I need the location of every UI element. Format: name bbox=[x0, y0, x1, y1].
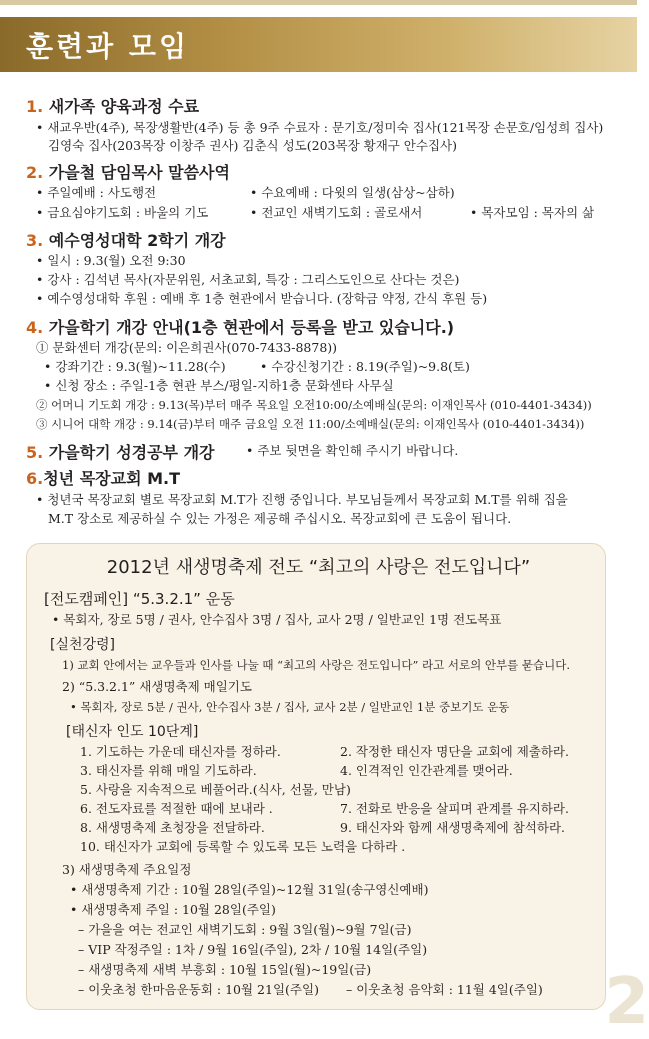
text-line: • 수요예배 : 다윗의 일생(삼상~삼하) bbox=[250, 185, 455, 200]
text-line: 2) “5.3.2.1” 새생명축제 매일기도 bbox=[62, 679, 252, 694]
section-3-heading bbox=[26, 228, 226, 251]
section-title: 가을학기 성경공부 개강 bbox=[48, 443, 215, 462]
text-line: • 강사 : 김석년 목사(자문위원, 서초교회, 특강 : 그리스도인으로 산다는 것은) bbox=[36, 272, 460, 287]
text-line: – 가을을 여는 전교인 새벽기도회 : 9월 3일(월)~9월 7일(금) bbox=[78, 922, 412, 937]
step-item: 7. 전화로 반응을 살피며 관계를 유지하라. bbox=[340, 801, 569, 816]
text-line: • 신청 장소 : 주일-1층 현관 부스/평일-지하1층 문화센타 사무실 bbox=[44, 378, 394, 393]
section-4-heading bbox=[26, 315, 454, 338]
text-line: • 주일예배 : 사도행전 bbox=[36, 185, 157, 200]
section-banner bbox=[0, 17, 637, 72]
text-line: • 주보 뒷면을 확인해 주시기 바랍니다. bbox=[246, 443, 459, 458]
section-title: 가을철 담임목사 말씀사역 bbox=[48, 163, 230, 182]
page-title: 훈련과 모임 bbox=[26, 30, 189, 63]
section-title: 예수영성대학 2학기 개강 bbox=[48, 231, 226, 250]
section-title: 청년 목장교회 M.T bbox=[43, 469, 181, 488]
text-line: • 목회자, 장로 5분 / 권사, 안수집사 3분 / 집사, 교사 2분 / 일반교인 1분 중보기도 운동 bbox=[70, 700, 510, 714]
step-item: 5. 사랑을 지속적으로 베풀어라.(식사, 선물, 만남) bbox=[80, 782, 351, 797]
text-line: – VIP 작정주일 : 1차 / 9월 16일(주일), 2차 / 10월 14일(주일) bbox=[78, 942, 428, 957]
text-line: • 강좌기간 : 9.3(월)~11.28(수) bbox=[44, 359, 226, 374]
text-line: – 이웃초청 음악회 : 11월 4일(주일) bbox=[346, 982, 543, 997]
text-line: ① 문화센터 개강(문의: 이은희권사(070-7433-8878)) bbox=[36, 340, 338, 355]
section-number: 6. bbox=[26, 469, 44, 488]
step-item: 8. 새생명축제 초청장을 전달하라. bbox=[80, 820, 265, 835]
section-1-heading bbox=[26, 94, 199, 117]
step-item: 6. 전도자료를 적절한 때에 보내라 . bbox=[80, 801, 273, 816]
text-line: M.T 장소로 제공하실 수 있는 가정은 제공해 주십시오. 목장교회에 큰 도움이 됩니다. bbox=[48, 511, 512, 526]
text-line: • 예수영성대학 후원 : 예배 후 1층 현관에서 받습니다. (장학금 약정, 간식 후원 등) bbox=[36, 291, 488, 306]
text-line: – 이웃초청 한마음운동회 : 10월 21일(주일) bbox=[78, 982, 319, 997]
section-number: 5. bbox=[26, 443, 44, 462]
text-line: – 새생명축제 새벽 부흥회 : 10월 15일(월)~19일(금) bbox=[78, 962, 372, 977]
section-5-heading bbox=[26, 440, 215, 463]
step-item: 1. 기도하는 가운데 태신자를 정하라. bbox=[80, 744, 281, 759]
section-2-heading bbox=[26, 160, 230, 183]
text-line: • 새생명축제 주일 : 10월 28일(주일) bbox=[70, 902, 276, 917]
section-number: 3. bbox=[26, 231, 44, 250]
section-title: 가을학기 개강 안내(1층 현관에서 등록을 받고 있습니다.) bbox=[48, 318, 455, 337]
text-line: • 새교우반(4주), 목장생활반(4주) 등 총 9주 수료자 : 문기호/정미숙 집사(121목장 손문호/임성희 집사) bbox=[36, 120, 604, 135]
text-line: 김영숙 집사(203목장 이창주 권사) 김춘식 성도(203목장 황재구 안수집사) bbox=[48, 138, 457, 153]
text-line: ③ 시니어 대학 개강 : 9.14(금)부터 매주 금요일 오전 11:00/소예배실(문의: 이재인목사 (010-4401-3434)) bbox=[36, 417, 585, 431]
schedule-heading: 3) 새생명축제 주요일정 bbox=[62, 862, 192, 877]
section-number: 1. bbox=[26, 97, 44, 116]
text-line: ② 어머니 기도회 개강 : 9.13(목)부터 매주 목요일 오전10:00/소예배실(문의: 이재인목사 (010-4401-3434)) bbox=[36, 398, 592, 412]
text-line: • 목자모임 : 목자의 삶 bbox=[470, 205, 595, 220]
section-title: 새가족 양육과정 수료 bbox=[48, 97, 200, 116]
guide-heading: [실천강령] bbox=[50, 637, 116, 653]
festival-title: 2012년 새생명축제 전도 “최고의 사랑은 전도입니다” bbox=[106, 557, 531, 578]
campaign-heading: [전도캠페인] “5.3.2.1” 운동 bbox=[44, 590, 235, 608]
step-item: 2. 작정한 태신자 명단을 교회에 제출하라. bbox=[340, 744, 569, 759]
section-6-heading bbox=[26, 466, 180, 489]
step-item: 10. 태신자가 교회에 등록할 수 있도록 모든 노력을 다하라 . bbox=[80, 839, 406, 854]
step-item: 3. 태신자를 위해 매일 기도하라. bbox=[80, 763, 257, 778]
text-line: • 청년국 목장교회 별로 목장교회 M.T가 진행 중입니다. 부모님들께서 목장교회 M.T를 위해 집을 bbox=[36, 492, 568, 507]
text-line: • 일시 : 9.3(월) 오전 9:30 bbox=[36, 253, 186, 268]
steps-heading: [태신자 인도 10단계] bbox=[66, 724, 199, 740]
text-line: • 전교인 새벽기도회 : 골로새서 bbox=[250, 205, 423, 220]
section-number: 4. bbox=[26, 318, 44, 337]
page-number: 2 bbox=[604, 965, 649, 1039]
step-item: 4. 인격적인 인간관계를 맺어라. bbox=[340, 763, 513, 778]
section-number: 2. bbox=[26, 163, 44, 182]
top-rule bbox=[0, 0, 637, 5]
text-line: • 목회자, 장로 5명 / 권사, 안수집사 3명 / 집사, 교사 2명 / 일반교인 1명 전도목표 bbox=[52, 612, 502, 627]
step-item: 9. 태신자와 함께 새생명축제에 참석하라. bbox=[340, 820, 565, 835]
text-line: • 금요심야기도회 : 바울의 기도 bbox=[36, 205, 209, 220]
text-line: • 수강신청기간 : 8.19(주일)~9.8(토) bbox=[260, 359, 470, 374]
text-line: • 새생명축제 기간 : 10월 28일(주일)~12월 31일(송구영신예배) bbox=[70, 882, 429, 897]
text-line: 1) 교회 안에서는 교우들과 인사를 나눌 때 “최고의 사랑은 전도입니다” 라고 서로의 안부를 묻습니다. bbox=[62, 658, 570, 672]
